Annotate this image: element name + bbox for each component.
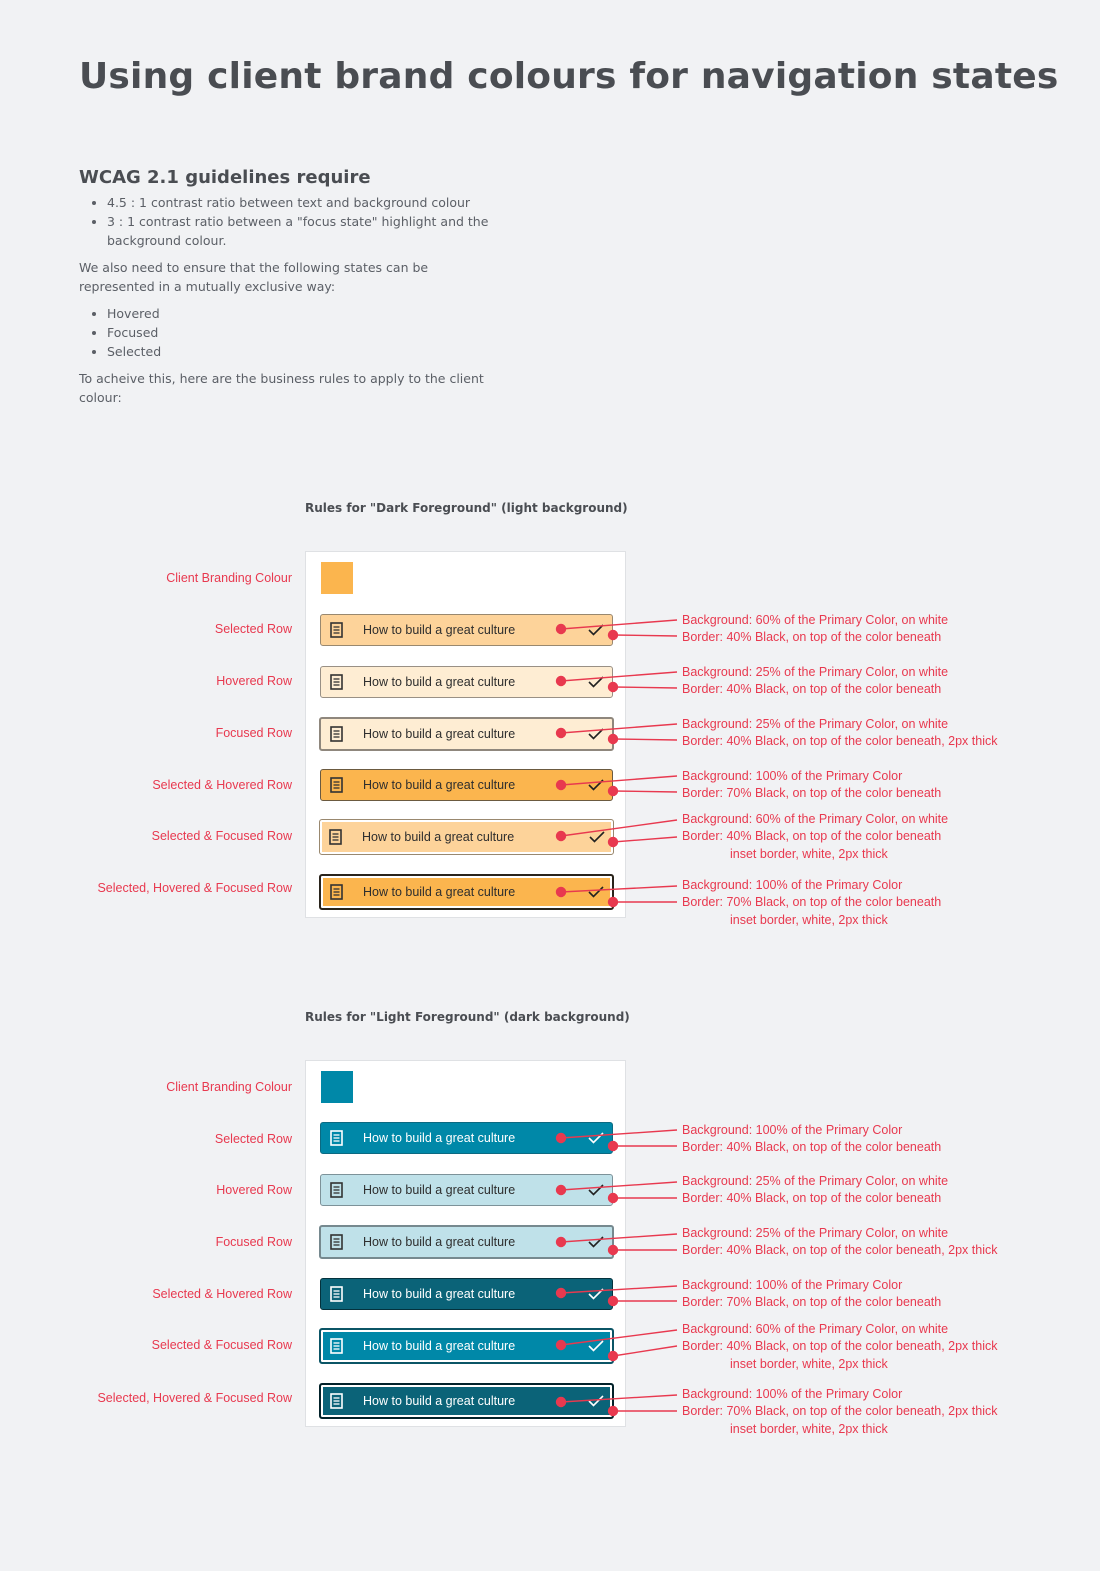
nav-row-selected[interactable] xyxy=(320,1122,613,1154)
document-icon xyxy=(330,1130,344,1146)
closing-text: To acheive this, here are the business rules to apply to the client colour: xyxy=(79,371,484,405)
list-item: • 4.5 : 1 contrast ratio between text and background colour xyxy=(107,193,499,212)
annotation-note: Background: 60% of the Primary Color, on white Border: 40% Black, on top of the color beneath inset border, white, 2px thick xyxy=(682,812,949,861)
row-title: How to build a great culture xyxy=(363,778,516,792)
document-icon xyxy=(330,884,344,900)
branding-label: Client Branding Colour xyxy=(166,1080,292,1094)
row-title: How to build a great culture xyxy=(363,1394,516,1408)
list-item: • Hovered xyxy=(107,304,499,323)
row-label: Focused Row xyxy=(215,1235,292,1249)
nav-row-selected-focused[interactable] xyxy=(319,1328,614,1364)
document-icon xyxy=(330,1338,344,1354)
row-label: Hovered Row xyxy=(216,1183,292,1197)
row-title: How to build a great culture xyxy=(363,727,516,741)
list-item: • Focused xyxy=(107,323,499,342)
states-list xyxy=(79,304,499,361)
annotation-note: Background: 100% of the Primary Color Border: 40% Black, on top of the color beneath xyxy=(682,1123,942,1154)
row-label: Focused Row xyxy=(215,726,292,740)
row-title: How to build a great culture xyxy=(363,885,516,899)
annotation-note: Background: 100% of the Primary Color Border: 70% Black, on top of the color beneath xyxy=(682,769,942,800)
nav-row-hovered[interactable] xyxy=(320,1174,613,1206)
row-title: How to build a great culture xyxy=(363,1131,516,1145)
annotation-note: Background: 100% of the Primary Color Border: 70% Black, on top of the color beneath inset border, white, 2px thick xyxy=(682,878,942,927)
brand-colour-swatch xyxy=(321,1071,353,1103)
row-title: How to build a great culture xyxy=(363,675,516,689)
example-panel-dark xyxy=(305,551,626,918)
requirements-list xyxy=(79,193,499,250)
annotation-note: Background: 25% of the Primary Color, on white Border: 40% Black, on top of the color beneath xyxy=(682,665,949,696)
row-title: How to build a great culture xyxy=(363,1339,516,1353)
checkmark-icon xyxy=(588,779,604,791)
row-label: Selected Row xyxy=(214,622,292,636)
list-item: • Selected xyxy=(107,342,499,361)
checkmark-icon xyxy=(588,1236,604,1248)
states-intro: We also need to ensure that the following states can be represented in a mutually exclusive way: xyxy=(79,260,429,294)
branding-label: Client Branding Colour xyxy=(166,571,292,585)
row-label: Selected & Focused Row xyxy=(151,829,292,843)
row-label: Selected & Hovered Row xyxy=(152,1287,292,1301)
nav-row-selected-hovered-focused[interactable] xyxy=(319,1383,614,1419)
intro-section xyxy=(79,168,499,415)
nav-row-selected-hovered-focused[interactable] xyxy=(319,874,614,910)
document-icon xyxy=(330,1286,344,1302)
document-icon xyxy=(329,829,343,845)
row-label: Selected Row xyxy=(214,1132,292,1146)
row-label: Selected & Hovered Row xyxy=(152,778,292,792)
row-title: How to build a great culture xyxy=(363,1235,516,1249)
document-icon xyxy=(330,674,344,690)
list-item: • 3 : 1 contrast ratio between a "focus state" highlight and the background colour. xyxy=(107,212,499,250)
nav-row-selected-hovered[interactable] xyxy=(320,769,613,801)
row-label: Selected, Hovered & Focused Row xyxy=(97,881,292,895)
checkmark-icon xyxy=(588,1288,604,1300)
checkmark-icon xyxy=(588,1340,604,1352)
section-title-dark: Rules for "Dark Foreground" (light background) xyxy=(305,501,628,515)
nav-row-selected[interactable] xyxy=(320,614,613,646)
annotation-note: Background: 100% of the Primary Color Border: 70% Black, on top of the color beneath, 2px thick inset border, white, 2px thick xyxy=(682,1387,998,1436)
checkmark-icon xyxy=(588,1132,604,1144)
checkmark-icon xyxy=(588,676,604,688)
annotation-note: Background: 25% of the Primary Color, on white Border: 40% Black, on top of the color beneath xyxy=(682,1174,949,1205)
row-title: How to build a great culture xyxy=(363,1183,516,1197)
document-icon xyxy=(330,726,344,742)
document-icon xyxy=(330,1234,344,1250)
annotation-note: Background: 25% of the Primary Color, on white Border: 40% Black, on top of the color beneath, 2px thick xyxy=(682,717,998,748)
row-title: How to build a great culture xyxy=(362,830,515,844)
nav-row-focused[interactable] xyxy=(319,1225,614,1259)
nav-row-hovered[interactable] xyxy=(320,666,613,698)
example-panel-light xyxy=(305,1060,626,1427)
document-icon xyxy=(330,1182,344,1198)
annotation-note: Background: 60% of the Primary Color, on white Border: 40% Black, on top of the color beneath xyxy=(682,613,949,644)
row-label: Hovered Row xyxy=(216,674,292,688)
annotation-note: Background: 100% of the Primary Color Border: 70% Black, on top of the color beneath xyxy=(682,1278,942,1309)
row-title: How to build a great culture xyxy=(363,1287,516,1301)
row-label: Selected & Focused Row xyxy=(151,1338,292,1352)
checkmark-icon xyxy=(588,886,604,898)
brand-colour-swatch xyxy=(321,562,353,594)
annotation-note: Background: 25% of the Primary Color, on white Border: 40% Black, on top of the color beneath, 2px thick xyxy=(682,1226,998,1257)
document-icon xyxy=(330,1393,344,1409)
checkmark-icon xyxy=(589,831,605,843)
checkmark-icon xyxy=(588,728,604,740)
intro-heading: WCAG 2.1 guidelines require xyxy=(79,167,371,188)
row-label: Selected, Hovered & Focused Row xyxy=(97,1391,292,1405)
checkmark-icon xyxy=(588,1395,604,1407)
document-icon xyxy=(330,622,344,638)
nav-row-selected-focused[interactable] xyxy=(319,819,614,855)
checkmark-icon xyxy=(588,624,604,636)
annotation-note: Background: 60% of the Primary Color, on white Border: 40% Black, on top of the color beneath, 2px thick inset border, white, 2px thick xyxy=(682,1322,998,1371)
page-title: Using client brand colours for navigation states xyxy=(79,56,1059,97)
document-icon xyxy=(330,777,344,793)
nav-row-focused[interactable] xyxy=(319,717,614,751)
nav-row-selected-hovered[interactable] xyxy=(320,1278,613,1310)
section-title-light: Rules for "Light Foreground" (dark background) xyxy=(305,1010,630,1024)
row-title: How to build a great culture xyxy=(363,623,516,637)
checkmark-icon xyxy=(588,1184,604,1196)
